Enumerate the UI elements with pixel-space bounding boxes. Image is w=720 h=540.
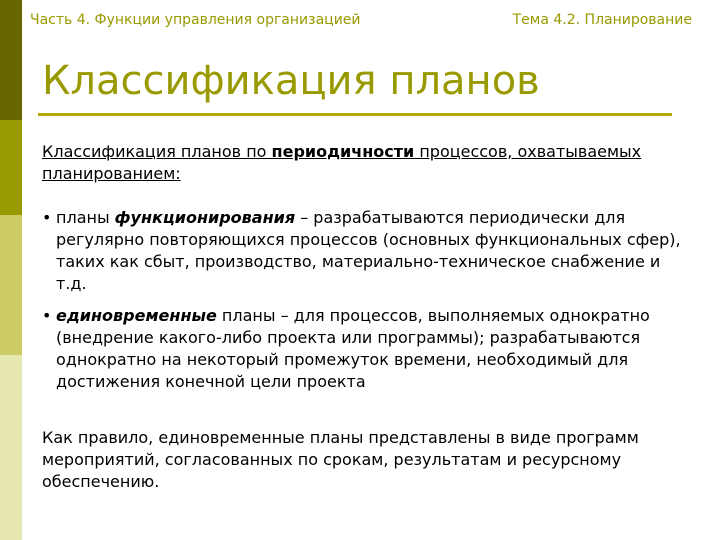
closing-paragraph: Как правило, единовременные планы представлены в виде программ мероприятий, согласованных по срокам, результатам и ресурсному обеспечению. [42, 428, 639, 491]
bullet-emphasis: функционирования [114, 208, 296, 227]
bullet-emphasis: единовременные [56, 306, 217, 325]
slide-title: Классификация планов [42, 58, 540, 104]
side-band-pale [0, 355, 22, 540]
intro-text [42, 141, 682, 185]
bullet-text: – разрабатываются периодически для регулярно повторяющихся процессов (основных функциональных сфер), таких как сбыт, производство, материально-техническое снабжение и т.д. [56, 208, 681, 293]
title-underline [38, 113, 672, 116]
header-part: Часть 4. Функции управления организацией [30, 12, 361, 28]
side-band-dark [0, 0, 22, 120]
intro-prefix: Классификация планов по [42, 142, 272, 161]
bullet-item [42, 207, 682, 295]
intro-bold: периодичности [271, 142, 415, 161]
side-band-mid [0, 120, 22, 215]
header-topic: Тема 4.2. Планирование [512, 12, 692, 28]
bullet-dot-icon: • [42, 208, 52, 227]
intro-suffix: процессов, охватываемых планированием: [42, 142, 642, 183]
bullet-text: планы – для процессов, выполняемых однократно (внедрение какого-либо проекта или программы); разрабатываются однократно на некоторый промежуток времени, необходимый для достижения конечной цели проекта [56, 306, 650, 391]
slide-body [42, 141, 682, 493]
slide-header [30, 12, 692, 32]
side-band-light [0, 215, 22, 355]
bullet-dot-icon: • [42, 306, 52, 325]
bullet-lead: планы [56, 208, 115, 227]
bullet-item [42, 305, 682, 393]
